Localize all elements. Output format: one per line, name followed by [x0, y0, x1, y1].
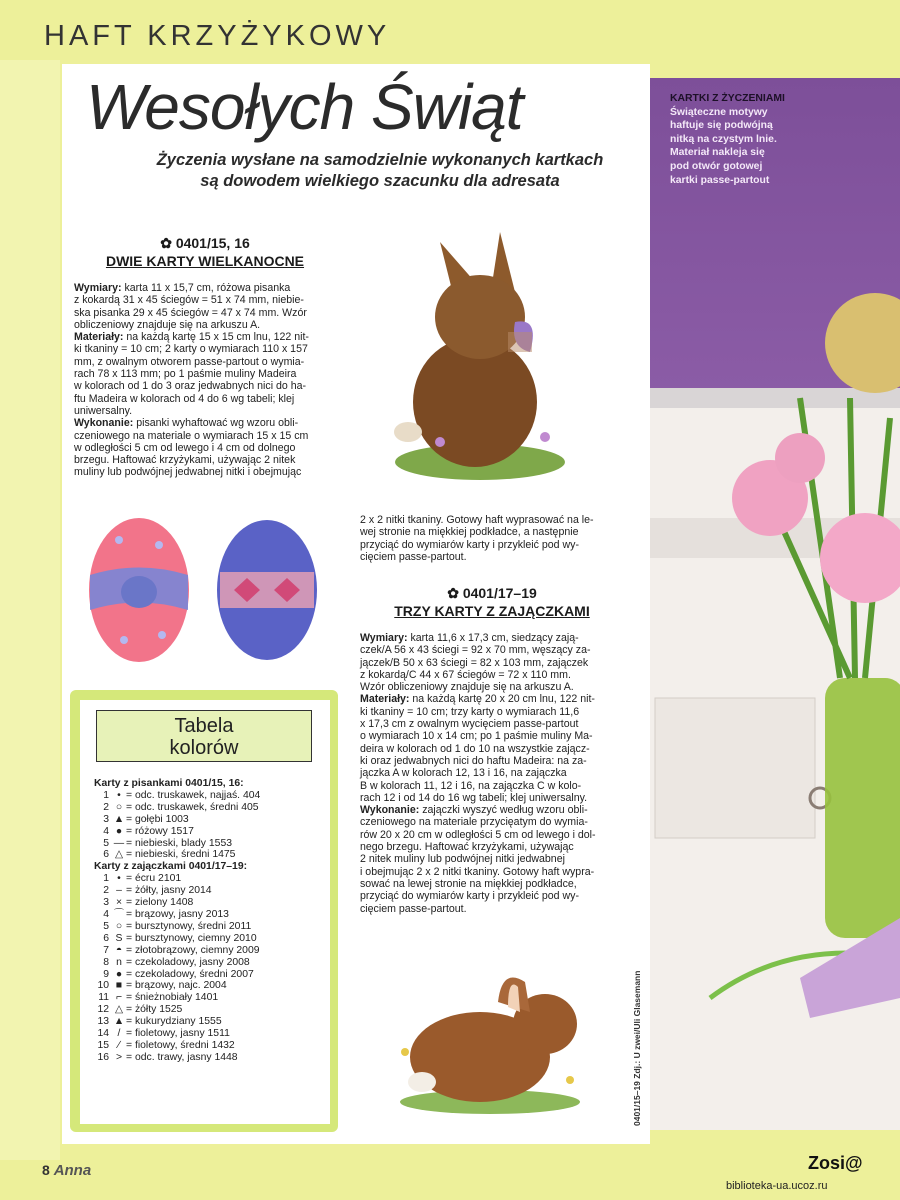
legend-number: 2 — [103, 801, 109, 813]
legend-number: 2 — [103, 885, 109, 897]
line-text: czeniowego na materiale o wymiarach 15 x 15 cm — [74, 429, 309, 442]
legend-symbol: △ — [115, 849, 123, 861]
text-line — [360, 890, 622, 902]
line-text: w kolorach od 1 do 3 oraz jedwabnych nici do ha- — [74, 380, 307, 393]
line-text: 2 nitek muliny lub podwójnej nitki jedwabnej — [360, 853, 565, 866]
legend-color-name: = zielony 1408 — [126, 897, 194, 909]
legend-row — [94, 849, 330, 861]
text-line — [360, 792, 622, 804]
text-line — [360, 767, 622, 779]
legend-group-title: Karty z pisankami 0401/15, 16: — [94, 778, 244, 789]
legend-symbol: > — [115, 1051, 123, 1063]
legend-symbol: • — [117, 873, 121, 885]
text-line — [360, 841, 622, 853]
legend-row — [94, 826, 330, 838]
subtitle-line: Życzenia wysłane na samodzielnie wykonanych kartkach — [156, 151, 604, 169]
legend-number: 12 — [97, 1004, 109, 1016]
text-line — [360, 853, 622, 865]
line-text: muliny lub podwójnej jedwabnej nitki i obejmując — [74, 466, 302, 479]
legend-color-name: = fioletowy, średni 1432 — [126, 1039, 235, 1051]
bunny-tail — [394, 422, 422, 442]
legend-row — [94, 957, 330, 969]
bunny-tail — [408, 1072, 436, 1092]
line-text: uniwersalny. — [74, 404, 133, 417]
line-text: karta 11,6 x 17,3 cm, siedzący zają- — [407, 632, 579, 644]
legend-row — [94, 1004, 330, 1016]
card2-heading — [362, 584, 622, 620]
caption-line: Materiał nakleja się — [670, 147, 765, 159]
legend-row — [94, 1052, 330, 1064]
legend-number: 13 — [97, 1016, 109, 1028]
line-text: B w kolorach 11, 12 i 16, na zajączka C w kolo- — [360, 779, 582, 792]
photo-credit: 0401/15–19 Zdj.: U zwei/Uli Glasemann — [632, 970, 642, 1126]
legend-symbol: ○ — [115, 801, 123, 813]
text-line — [360, 681, 622, 693]
photo-easter-still-life — [650, 78, 900, 1130]
card1-text-continued — [360, 514, 622, 563]
legend-color-name: = odc. truskawek, średni 405 — [126, 801, 259, 813]
egg-dot — [155, 541, 163, 549]
text-line — [360, 644, 622, 656]
legend-group-title: Karty z zajączkami 0401/17–19: — [94, 861, 248, 873]
page-number: 8 — [42, 1162, 50, 1178]
line-text: ki oraz jedwabnych nici do haftu Madeira: na za- — [360, 754, 587, 767]
section-heading: HAFT KRZYŻYKOWY — [44, 20, 391, 52]
legend-color-name: = złotobrązowy, ciemny 2009 — [126, 944, 260, 956]
legend-number: 6 — [103, 932, 109, 944]
legend-symbol: • — [117, 789, 121, 801]
card2-text-block — [360, 632, 622, 915]
legend-number: 15 — [97, 1039, 109, 1051]
legend-row — [94, 790, 330, 802]
legend-row — [94, 1016, 330, 1028]
legend-row — [94, 802, 330, 814]
line-text: x 17,3 cm z owalnym wycięciem passe-partout — [360, 718, 579, 731]
line-text: o wymiarach 10 x 14 cm; po 1 paśmie muliny Ma- — [360, 730, 593, 743]
label-bold: Wymiary: — [74, 282, 122, 294]
legend-color-name: = czekoladowy, średni 2007 — [126, 968, 254, 980]
line-text: rach 12 i od 14 do 16 wg tabeli; klej uniwersalny. — [360, 791, 588, 804]
line-text: karta 11 x 15,7 cm, różowa pisanka — [121, 282, 291, 294]
legend-color-name: = fioletowy, jasny 1511 — [126, 1028, 230, 1040]
text-line — [360, 780, 622, 792]
line-text: jączka A w kolorach 12, 13 i 16, na zajączka — [360, 767, 567, 780]
text-line — [74, 405, 336, 417]
legend-symbol: — — [113, 837, 125, 849]
line-text: obliczeniowy znajduje się na arkuszu A. — [74, 318, 261, 331]
legend-row — [94, 921, 330, 933]
legend-symbol: ■ — [115, 980, 123, 992]
legend-number: 16 — [97, 1051, 109, 1063]
card2-name: TRZY KARTY Z ZAJĄCZKAMI — [394, 603, 590, 619]
legend-number: 1 — [103, 789, 109, 801]
legend-number: 7 — [103, 944, 109, 956]
line-text: i obejmując 2 x 2 nitki tkaniny. Gotowy haft wypra- — [360, 865, 595, 878]
text-line — [360, 743, 622, 755]
flower — [540, 432, 550, 442]
caption-line: Świąteczne motywy — [670, 106, 768, 118]
legend-symbol: S — [115, 932, 123, 944]
line-text: ftu Madeira w kolorach od 4 do 6 wg tabeli; klej — [74, 392, 295, 405]
pink-egg-bow-knot — [121, 576, 157, 608]
legend-symbol: ● — [115, 825, 123, 837]
magazine-name: Anna — [53, 1162, 92, 1179]
legend-row — [94, 897, 330, 909]
line-text: nego brzegu. Haftować krzyżykami, używając — [360, 841, 574, 854]
bunny-bow-tail — [508, 332, 532, 352]
egg-dot — [158, 631, 166, 639]
text-line: przyciąć do wymiarów karty i przykleić pod wy- — [360, 538, 579, 551]
text-line — [74, 356, 336, 368]
color-table-title — [96, 710, 312, 762]
text-line — [360, 718, 622, 730]
subtitle — [120, 150, 640, 192]
legend-number: 10 — [97, 980, 109, 992]
line-text: czeniowego na materiale przycięatym do wymia- — [360, 816, 588, 829]
legend-number: 5 — [103, 837, 109, 849]
easter-eggs-pattern — [84, 510, 324, 670]
color-legend — [94, 778, 330, 1064]
legend-symbol: × — [115, 897, 123, 909]
legend-color-name: = czekoladowy, jasny 2008 — [126, 956, 250, 968]
text-line — [74, 430, 336, 442]
text-line — [360, 669, 622, 681]
legend-row — [94, 873, 330, 885]
text-line: wej stronie na miękkiej podkładce, a następnie — [360, 526, 579, 539]
legend-color-name: = śnieżnobiały 1401 — [126, 992, 219, 1004]
line-text: przyciąć do wymiarów karty i przykleić pod wy- — [360, 890, 579, 903]
green-vase — [825, 678, 900, 938]
legend-row — [94, 933, 330, 945]
legend-symbol: n — [116, 956, 122, 968]
line-text: deira w kolorach od 1 do 10 na wszystkie zającz- — [360, 742, 590, 755]
legend-number: 3 — [103, 897, 109, 909]
label-bold: Materiały: — [360, 693, 410, 706]
line-text: Wzór obliczeniowy znajduje się na arkuszu A. — [360, 681, 574, 694]
table-title-word: kolorów — [169, 737, 239, 759]
text-line — [74, 343, 336, 355]
watermark: KittyKitt — [456, 248, 491, 258]
line-text: z kokardą/C 44 x 67 ściegów = 72 x 110 mm. — [360, 668, 571, 681]
legend-number: 8 — [103, 956, 109, 968]
text-line — [360, 816, 622, 828]
legend-color-name: = bursztynowy, średni 2011 — [126, 920, 252, 932]
legend-symbol: △ — [115, 1004, 123, 1016]
text-line — [360, 706, 622, 718]
caption-line: pod otwór gotowej — [670, 160, 763, 172]
text-line — [74, 368, 336, 380]
card1-text-block — [74, 282, 336, 479]
text-line — [360, 657, 622, 669]
line-text: mm, z owalnym otworem passe-partout o wymia- — [74, 355, 305, 368]
legend-row — [94, 814, 330, 826]
caption-line: haftuje się podwójną — [670, 120, 773, 132]
caption-lead: KARTKI Z ŻYCZENIAMI — [670, 93, 785, 104]
label-bold: Wymiary: — [360, 632, 408, 644]
legend-color-name: = brązowy, najc. 2004 — [126, 980, 227, 992]
text-line: cięciem passe-partout. — [360, 550, 467, 563]
legend-symbol: ⌒ — [113, 908, 125, 920]
sniffing-bunny-pattern — [390, 962, 590, 1122]
legend-color-name: = różowy 1517 — [126, 825, 194, 837]
text-line — [74, 319, 336, 331]
label-bold: Materiały: — [74, 331, 124, 344]
line-text: ska pisanka 29 x 45 ściegów = 47 x 74 mm. Wzór — [74, 306, 307, 319]
line-text: rów 20 x 20 cm w odległości 5 cm od lewego i dol- — [360, 828, 596, 841]
legend-symbol: ∕ — [118, 1039, 120, 1051]
line-text: cięciem passe-partout. — [360, 902, 467, 915]
legend-color-name: = écru 2101 — [126, 873, 182, 885]
line-text: ki tkaniny = 10 cm; trzy karty o wymiarach 11,6 — [360, 705, 580, 718]
line-text: rach 78 x 113 mm; po 1 paśmie muliny Madeira — [74, 368, 297, 381]
caption-line: nitką na czystym lnie. — [670, 133, 777, 145]
legend-color-name: = niebieski, średni 1475 — [126, 849, 236, 861]
legend-color-name: = bursztynowy, ciemny 2010 — [126, 932, 257, 944]
legend-number: 6 — [103, 849, 109, 861]
text-line — [360, 903, 622, 915]
text-line — [74, 282, 336, 294]
text-line — [360, 866, 622, 878]
legend-row — [94, 992, 330, 1004]
line-text: czek/A 56 x 43 ściegi = 92 x 70 mm, węszący za- — [360, 644, 591, 657]
legend-row — [94, 838, 330, 850]
text-line — [360, 804, 622, 816]
flower — [566, 1076, 574, 1084]
card2-code: ✿ 0401/17–19 — [447, 585, 537, 601]
source-url: biblioteka-ua.ucoz.ru — [726, 1180, 828, 1192]
left-margin-strip — [0, 60, 60, 1160]
hyacinth-bloom — [775, 433, 825, 483]
photo-illustration — [650, 78, 900, 1130]
label-bold: Wykonanie: — [360, 804, 420, 817]
page-footer-brand — [42, 1162, 91, 1179]
legend-row — [94, 909, 330, 921]
text-line — [74, 380, 336, 392]
text-line — [74, 466, 336, 478]
text-line — [74, 442, 336, 454]
legend-color-name: = brązowy, jasny 2013 — [126, 908, 229, 920]
legend-row — [94, 885, 330, 897]
legend-symbol: ⌐ — [115, 992, 123, 1004]
legend-color-name: = żółty 1525 — [126, 1004, 183, 1016]
line-text: jączek/B 50 x 63 ściegi = 82 x 103 mm, zajączek — [360, 656, 589, 669]
text-line — [74, 393, 336, 405]
line-text: na każdą kartę 20 x 20 cm lnu, 122 nit- — [409, 693, 595, 706]
text-line — [360, 829, 622, 841]
caption-line: kartki passe-partout — [670, 174, 770, 186]
text-line — [360, 632, 622, 644]
legend-number: 5 — [103, 920, 109, 932]
line-text: w odległości 5 cm od lewego i 4 cm od dolnego — [74, 441, 296, 454]
line-text: ki tkaniny = 10 cm; 2 karty o wymiarach 110 x 157 — [74, 343, 308, 356]
text-line — [360, 755, 622, 767]
text-line — [74, 454, 336, 466]
line-text: brzegu. Haftować krzyżykami, używając 2 nitek — [74, 454, 296, 467]
card1-heading — [80, 234, 330, 270]
drawer — [655, 698, 815, 838]
legend-symbol: / — [117, 1028, 121, 1040]
flower — [435, 437, 445, 447]
page-title: Wesołych Świąt — [86, 71, 523, 143]
table-title-word: Tabela — [174, 715, 234, 737]
line-text: pisanki wyhaftować wg wzoru obli- — [133, 417, 299, 430]
egg-dot — [115, 536, 123, 544]
legend-symbol: ▲ — [113, 813, 125, 825]
line-text: z kokardą 31 x 45 ściegów = 51 x 74 mm, niebie- — [74, 294, 304, 307]
text-line — [360, 730, 622, 742]
sitting-bunny-pattern — [380, 222, 570, 492]
line-text: na każdą kartę 15 x 15 cm lnu, 122 nit- — [123, 331, 309, 344]
legend-number: 4 — [103, 825, 109, 837]
uploader-signature: Zosi@ — [808, 1153, 863, 1173]
text-line — [360, 693, 622, 705]
legend-row — [94, 945, 330, 957]
legend-row — [94, 1040, 330, 1052]
legend-symbol: ◓ — [115, 944, 123, 956]
legend-number: 4 — [103, 908, 109, 920]
legend-number: 14 — [97, 1028, 109, 1040]
legend-color-name: = gołębi 1003 — [126, 813, 189, 825]
straw-nest — [825, 293, 900, 393]
photo-caption — [670, 92, 835, 187]
legend-number: 11 — [98, 992, 109, 1004]
line-text: sować na lewej stronie na miękkiej podkładce, — [360, 877, 577, 890]
legend-color-name: = żółty, jasny 2014 — [126, 885, 212, 897]
subtitle-line: są dowodem wielkiego szacunku dla adresata — [200, 172, 560, 190]
egg-dot — [120, 636, 128, 644]
legend-row — [94, 980, 330, 992]
line-text: zajączki wyszyć według wzoru obli- — [419, 804, 588, 817]
flower — [401, 1048, 409, 1056]
legend-number: 9 — [103, 968, 109, 980]
legend-symbol: – — [116, 885, 122, 897]
text-line — [74, 417, 336, 429]
legend-row — [94, 1028, 330, 1040]
legend-symbol: ▲ — [113, 1016, 125, 1028]
card1-name: DWIE KARTY WIELKANOCNE — [105, 253, 305, 269]
card1-code: ✿ 0401/15, 16 — [160, 235, 250, 251]
legend-color-name: = niebieski, blady 1553 — [126, 837, 233, 849]
legend-color-name: = kukurydziany 1555 — [126, 1016, 222, 1028]
text-line — [74, 331, 336, 343]
legend-row — [94, 969, 330, 981]
text-line: 2 x 2 nitki tkaniny. Gotowy haft wyprasować na le- — [360, 514, 594, 526]
legend-color-name: = odc. truskawek, najjaś. 404 — [126, 789, 261, 801]
text-line — [74, 294, 336, 306]
text-line — [74, 307, 336, 319]
legend-symbol: ○ — [115, 920, 123, 932]
legend-number: 3 — [103, 813, 109, 825]
legend-symbol: ● — [115, 968, 123, 980]
label-bold: Wykonanie: — [74, 417, 134, 430]
legend-number: 1 — [103, 873, 109, 885]
text-line — [360, 878, 622, 890]
legend-color-name: = odc. trawy, jasny 1448 — [126, 1051, 238, 1063]
